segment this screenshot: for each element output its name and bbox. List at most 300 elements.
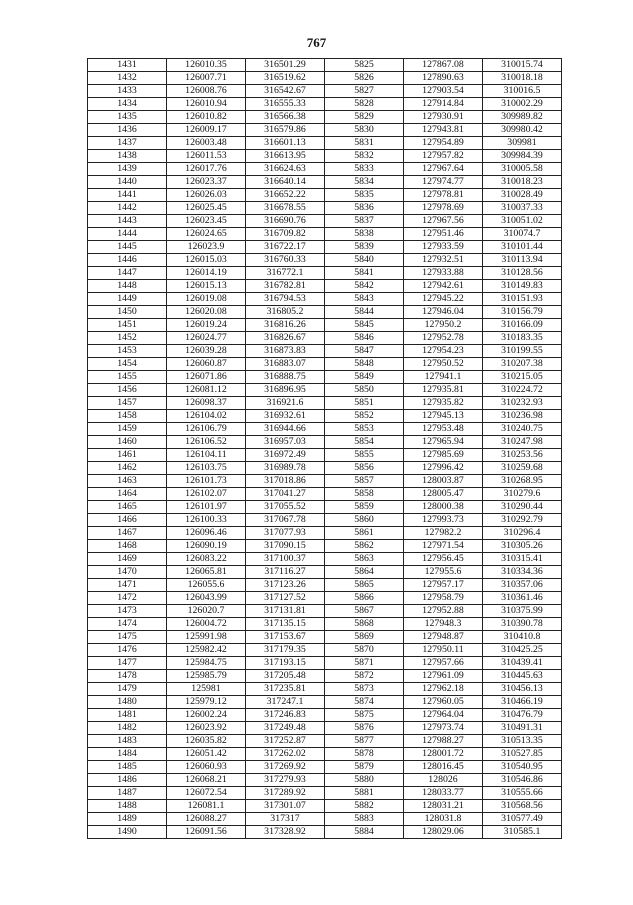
table-cell: 5864: [325, 566, 404, 579]
table-cell: 127948.3: [404, 618, 483, 631]
table-cell: 317249.48: [246, 722, 325, 735]
table-cell: 317090.15: [246, 540, 325, 553]
table-cell: 5874: [325, 696, 404, 709]
table-cell: 317262.02: [246, 748, 325, 761]
table-cell: 310074.7: [483, 228, 562, 241]
table-cell: 316566.38: [246, 111, 325, 124]
table-row: [88, 553, 562, 566]
table-cell: 126015.03: [167, 254, 246, 267]
table-cell: 5882: [325, 800, 404, 813]
table-cell: 127933.59: [404, 241, 483, 254]
table-cell: 1453: [88, 345, 167, 358]
table-cell: 317077.93: [246, 527, 325, 540]
table-cell: 125979.12: [167, 696, 246, 709]
table-cell: 127914.84: [404, 98, 483, 111]
table-cell: 5849: [325, 371, 404, 384]
table-cell: 126088.27: [167, 813, 246, 826]
table-cell: 126009.17: [167, 124, 246, 137]
table-cell: 309989.82: [483, 111, 562, 124]
table-cell: 5858: [325, 488, 404, 501]
table-cell: 126103.75: [167, 462, 246, 475]
table-cell: 125984.75: [167, 657, 246, 670]
table-cell: 310527.85: [483, 748, 562, 761]
table-cell: 310215.05: [483, 371, 562, 384]
table-cell: 127965.94: [404, 436, 483, 449]
table-cell: 126019.08: [167, 293, 246, 306]
table-cell: 127962.18: [404, 683, 483, 696]
table-cell: 310445.63: [483, 670, 562, 683]
table-cell: 127954.89: [404, 137, 483, 150]
table-row: [88, 436, 562, 449]
table-cell: 1486: [88, 774, 167, 787]
table-cell: 126098.37: [167, 397, 246, 410]
table-cell: 127953.48: [404, 423, 483, 436]
table-cell: 310253.56: [483, 449, 562, 462]
table-cell: 316722.17: [246, 241, 325, 254]
table-cell: 127951.46: [404, 228, 483, 241]
table-cell: 1434: [88, 98, 167, 111]
table-cell: 5833: [325, 163, 404, 176]
table-cell: 127935.82: [404, 397, 483, 410]
table-cell: 1480: [88, 696, 167, 709]
table-cell: 126025.45: [167, 202, 246, 215]
table-cell: 5862: [325, 540, 404, 553]
table-cell: 310005.58: [483, 163, 562, 176]
table-row: [88, 85, 562, 98]
table-cell: 316579.86: [246, 124, 325, 137]
table-row: [88, 605, 562, 618]
table-cell: 316772.1: [246, 267, 325, 280]
table-cell: 5881: [325, 787, 404, 800]
table-cell: 316921.6: [246, 397, 325, 410]
table-row: [88, 189, 562, 202]
table-row: [88, 579, 562, 592]
table-cell: 310555.66: [483, 787, 562, 800]
table-cell: 5854: [325, 436, 404, 449]
table-row: [88, 345, 562, 358]
table-cell: 127957.66: [404, 657, 483, 670]
table-cell: 1445: [88, 241, 167, 254]
table-cell: 310156.79: [483, 306, 562, 319]
table-cell: 1472: [88, 592, 167, 605]
table-cell: 127948.87: [404, 631, 483, 644]
table-row: [88, 709, 562, 722]
table-cell: 310037.33: [483, 202, 562, 215]
table-cell: 1479: [88, 683, 167, 696]
table-row: [88, 176, 562, 189]
table-cell: 127946.04: [404, 306, 483, 319]
table-cell: 1465: [88, 501, 167, 514]
table-cell: 127960.05: [404, 696, 483, 709]
table-cell: 5840: [325, 254, 404, 267]
table-cell: 128016.45: [404, 761, 483, 774]
table-cell: 317252.87: [246, 735, 325, 748]
table-cell: 126106.79: [167, 423, 246, 436]
table-cell: 1489: [88, 813, 167, 826]
table-cell: 126104.11: [167, 449, 246, 462]
table-row: [88, 319, 562, 332]
table-cell: 128001.72: [404, 748, 483, 761]
table-cell: 310466.19: [483, 696, 562, 709]
table-row: [88, 449, 562, 462]
table-cell: 310546.86: [483, 774, 562, 787]
table-row: [88, 683, 562, 696]
table-cell: 317317: [246, 813, 325, 826]
table-cell: 5847: [325, 345, 404, 358]
table-cell: 310425.25: [483, 644, 562, 657]
table-cell: 127943.81: [404, 124, 483, 137]
table-row: [88, 657, 562, 670]
table-cell: 317153.67: [246, 631, 325, 644]
table-cell: 1466: [88, 514, 167, 527]
table-cell: 127950.11: [404, 644, 483, 657]
table-cell: 5867: [325, 605, 404, 618]
table-cell: 317301.07: [246, 800, 325, 813]
table-cell: 126091.56: [167, 826, 246, 839]
table-cell: 1468: [88, 540, 167, 553]
table-cell: 5838: [325, 228, 404, 241]
table-row: [88, 618, 562, 631]
table-cell: 127950.2: [404, 319, 483, 332]
table-cell: 310361.46: [483, 592, 562, 605]
table-cell: 5839: [325, 241, 404, 254]
table-cell: 126010.35: [167, 59, 246, 72]
table-row: [88, 501, 562, 514]
table-cell: 316624.63: [246, 163, 325, 176]
table-cell: 317235.81: [246, 683, 325, 696]
table-cell: 127945.13: [404, 410, 483, 423]
table-cell: 1432: [88, 72, 167, 85]
table-cell: 5875: [325, 709, 404, 722]
table-row: [88, 306, 562, 319]
table-cell: 126019.24: [167, 319, 246, 332]
table-cell: 126023.9: [167, 241, 246, 254]
table-cell: 1450: [88, 306, 167, 319]
table-cell: 310279.6: [483, 488, 562, 501]
table-cell: 317041.27: [246, 488, 325, 501]
table-cell: 127956.45: [404, 553, 483, 566]
table-cell: 5866: [325, 592, 404, 605]
table-cell: 126055.6: [167, 579, 246, 592]
table-cell: 5856: [325, 462, 404, 475]
table-row: [88, 280, 562, 293]
table-cell: 317135.15: [246, 618, 325, 631]
table-cell: 317131.81: [246, 605, 325, 618]
table-cell: 1441: [88, 189, 167, 202]
table-cell: 310568.56: [483, 800, 562, 813]
table-cell: 310540.95: [483, 761, 562, 774]
table-row: [88, 800, 562, 813]
table-cell: 316805.2: [246, 306, 325, 319]
table-row: [88, 72, 562, 85]
table-cell: 5848: [325, 358, 404, 371]
table-cell: 127957.17: [404, 579, 483, 592]
table-cell: 126023.45: [167, 215, 246, 228]
table-cell: 310051.02: [483, 215, 562, 228]
table-cell: 1443: [88, 215, 167, 228]
table-cell: 310183.35: [483, 332, 562, 345]
table-row: [88, 384, 562, 397]
table-cell: 310577.49: [483, 813, 562, 826]
table-cell: 5844: [325, 306, 404, 319]
table-cell: 127935.81: [404, 384, 483, 397]
table-cell: 310016.5: [483, 85, 562, 98]
table-cell: 127967.56: [404, 215, 483, 228]
table-cell: 310268.95: [483, 475, 562, 488]
table-row: [88, 813, 562, 826]
table-cell: 5860: [325, 514, 404, 527]
table-row: [88, 332, 562, 345]
table-row: [88, 150, 562, 163]
table-cell: 126017.76: [167, 163, 246, 176]
table-cell: 310232.93: [483, 397, 562, 410]
table-cell: 5852: [325, 410, 404, 423]
table-cell: 5836: [325, 202, 404, 215]
table-cell: 1452: [88, 332, 167, 345]
table-cell: 317116.27: [246, 566, 325, 579]
table-cell: 310292.79: [483, 514, 562, 527]
table-cell: 1451: [88, 319, 167, 332]
table-cell: 316944.66: [246, 423, 325, 436]
table-cell: 128033.77: [404, 787, 483, 800]
table-cell: 126011.53: [167, 150, 246, 163]
table-row: [88, 397, 562, 410]
table-cell: 310375.99: [483, 605, 562, 618]
table-row: [88, 826, 562, 839]
table-cell: 310113.94: [483, 254, 562, 267]
table-cell: 310240.75: [483, 423, 562, 436]
table-cell: 126023.37: [167, 176, 246, 189]
table-cell: 1460: [88, 436, 167, 449]
table-cell: 126023.92: [167, 722, 246, 735]
table-cell: 5846: [325, 332, 404, 345]
table-row: [88, 241, 562, 254]
table-row: [88, 423, 562, 436]
table-row: [88, 670, 562, 683]
table-row: [88, 748, 562, 761]
table-cell: 126002.24: [167, 709, 246, 722]
table-row: [88, 215, 562, 228]
table-cell: 310513.35: [483, 735, 562, 748]
table-cell: 127964.04: [404, 709, 483, 722]
page-number: 767: [306, 35, 327, 50]
table-cell: 1483: [88, 735, 167, 748]
table-cell: 317127.52: [246, 592, 325, 605]
table-cell: 310149.83: [483, 280, 562, 293]
table-cell: 316972.49: [246, 449, 325, 462]
table-cell: 1463: [88, 475, 167, 488]
table-cell: 128031.21: [404, 800, 483, 813]
table-cell: 1433: [88, 85, 167, 98]
table-cell: 310207.38: [483, 358, 562, 371]
table-cell: 310585.1: [483, 826, 562, 839]
table-cell: 126039.28: [167, 345, 246, 358]
table-cell: 310018.23: [483, 176, 562, 189]
table-cell: 126024.77: [167, 332, 246, 345]
table-cell: 127974.77: [404, 176, 483, 189]
table-cell: 316555.33: [246, 98, 325, 111]
table-cell: 128029.06: [404, 826, 483, 839]
table-cell: 1456: [88, 384, 167, 397]
table-cell: 5843: [325, 293, 404, 306]
table-cell: 310439.41: [483, 657, 562, 670]
table-cell: 125985.79: [167, 670, 246, 683]
table-cell: 126101.97: [167, 501, 246, 514]
table-row: [88, 592, 562, 605]
table-row: [88, 735, 562, 748]
table-cell: 309981: [483, 137, 562, 150]
table-cell: 126060.87: [167, 358, 246, 371]
table-cell: 126020.08: [167, 306, 246, 319]
table-cell: 1455: [88, 371, 167, 384]
table-cell: 317018.86: [246, 475, 325, 488]
table-cell: 310166.09: [483, 319, 562, 332]
table-cell: 317279.93: [246, 774, 325, 787]
table-row: [88, 137, 562, 150]
table-cell: 310236.98: [483, 410, 562, 423]
table-cell: 310410.8: [483, 631, 562, 644]
table-cell: 1477: [88, 657, 167, 670]
table-cell: 127954.23: [404, 345, 483, 358]
table-cell: 316873.83: [246, 345, 325, 358]
table-cell: 310315.41: [483, 553, 562, 566]
table-cell: 126101.73: [167, 475, 246, 488]
table-cell: 127993.73: [404, 514, 483, 527]
table-cell: 127942.61: [404, 280, 483, 293]
table-cell: 5826: [325, 72, 404, 85]
table-row: [88, 163, 562, 176]
table-cell: 316896.95: [246, 384, 325, 397]
table-cell: 310357.06: [483, 579, 562, 592]
table-cell: 127890.63: [404, 72, 483, 85]
table-row: [88, 774, 562, 787]
table-cell: 125981: [167, 683, 246, 696]
table-cell: 5834: [325, 176, 404, 189]
table-cell: 1431: [88, 59, 167, 72]
table-cell: 1442: [88, 202, 167, 215]
table-cell: 126060.93: [167, 761, 246, 774]
table-cell: 5868: [325, 618, 404, 631]
table-cell: 1476: [88, 644, 167, 657]
table-cell: 127985.69: [404, 449, 483, 462]
table-cell: 310015.74: [483, 59, 562, 72]
table-cell: 127982.2: [404, 527, 483, 540]
table-cell: 316826.67: [246, 332, 325, 345]
table-cell: 126024.65: [167, 228, 246, 241]
table-cell: 127961.09: [404, 670, 483, 683]
table-cell: 126065.81: [167, 566, 246, 579]
table-cell: 1459: [88, 423, 167, 436]
table-row: [88, 475, 562, 488]
table-cell: 316957.03: [246, 436, 325, 449]
table-cell: 127945.22: [404, 293, 483, 306]
table-cell: 310101.44: [483, 241, 562, 254]
table-cell: 127978.69: [404, 202, 483, 215]
table-cell: 5863: [325, 553, 404, 566]
table-cell: 5857: [325, 475, 404, 488]
table-cell: 5880: [325, 774, 404, 787]
table-cell: 1474: [88, 618, 167, 631]
table-cell: 310390.78: [483, 618, 562, 631]
table-cell: 5835: [325, 189, 404, 202]
table-cell: 1447: [88, 267, 167, 280]
table-cell: 316816.26: [246, 319, 325, 332]
table-cell: 126008.76: [167, 85, 246, 98]
table-cell: 5873: [325, 683, 404, 696]
table-row: [88, 514, 562, 527]
table-cell: 5825: [325, 59, 404, 72]
table-cell: 310290.44: [483, 501, 562, 514]
table-row: [88, 527, 562, 540]
table-cell: 5877: [325, 735, 404, 748]
table-cell: 126102.07: [167, 488, 246, 501]
table-cell: 127971.54: [404, 540, 483, 553]
table-cell: 125982.42: [167, 644, 246, 657]
table-cell: 5869: [325, 631, 404, 644]
table-cell: 126081.12: [167, 384, 246, 397]
table-row: [88, 540, 562, 553]
table-cell: 126035.82: [167, 735, 246, 748]
table-row: [88, 59, 562, 72]
table-cell: 5855: [325, 449, 404, 462]
table-cell: 317289.92: [246, 787, 325, 800]
table-cell: 126090.19: [167, 540, 246, 553]
table-cell: 126104.02: [167, 410, 246, 423]
table-cell: 310247.98: [483, 436, 562, 449]
table-cell: 316760.33: [246, 254, 325, 267]
table-cell: 316989.78: [246, 462, 325, 475]
table-cell: 126043.99: [167, 592, 246, 605]
table-cell: 128005.47: [404, 488, 483, 501]
table-cell: 5883: [325, 813, 404, 826]
table-cell: 127958.79: [404, 592, 483, 605]
table-cell: 317179.35: [246, 644, 325, 657]
table-row: [88, 254, 562, 267]
table-cell: 127957.82: [404, 150, 483, 163]
table-cell: 126100.33: [167, 514, 246, 527]
table-cell: 1475: [88, 631, 167, 644]
table-cell: 127952.88: [404, 605, 483, 618]
table-cell: 1454: [88, 358, 167, 371]
table-cell: 126003.48: [167, 137, 246, 150]
table-cell: 310028.49: [483, 189, 562, 202]
table-cell: 1446: [88, 254, 167, 267]
table-cell: 317100.37: [246, 553, 325, 566]
table-cell: 1457: [88, 397, 167, 410]
table-cell: 309984.39: [483, 150, 562, 163]
table-row: [88, 488, 562, 501]
table-cell: 309980.42: [483, 124, 562, 137]
table-cell: 127988.27: [404, 735, 483, 748]
table-cell: 1440: [88, 176, 167, 189]
table-cell: 128003.87: [404, 475, 483, 488]
table-cell: 1487: [88, 787, 167, 800]
table-cell: 126096.46: [167, 527, 246, 540]
table-cell: 317247.1: [246, 696, 325, 709]
table-cell: 1488: [88, 800, 167, 813]
table-cell: 5879: [325, 761, 404, 774]
table-cell: 316794.53: [246, 293, 325, 306]
table-row: [88, 202, 562, 215]
table-cell: 127996.42: [404, 462, 483, 475]
table-cell: 310296.4: [483, 527, 562, 540]
table-cell: 5842: [325, 280, 404, 293]
table-cell: 1490: [88, 826, 167, 839]
table-cell: 1484: [88, 748, 167, 761]
table-cell: 128026: [404, 774, 483, 787]
table-cell: 1469: [88, 553, 167, 566]
table-cell: 1449: [88, 293, 167, 306]
